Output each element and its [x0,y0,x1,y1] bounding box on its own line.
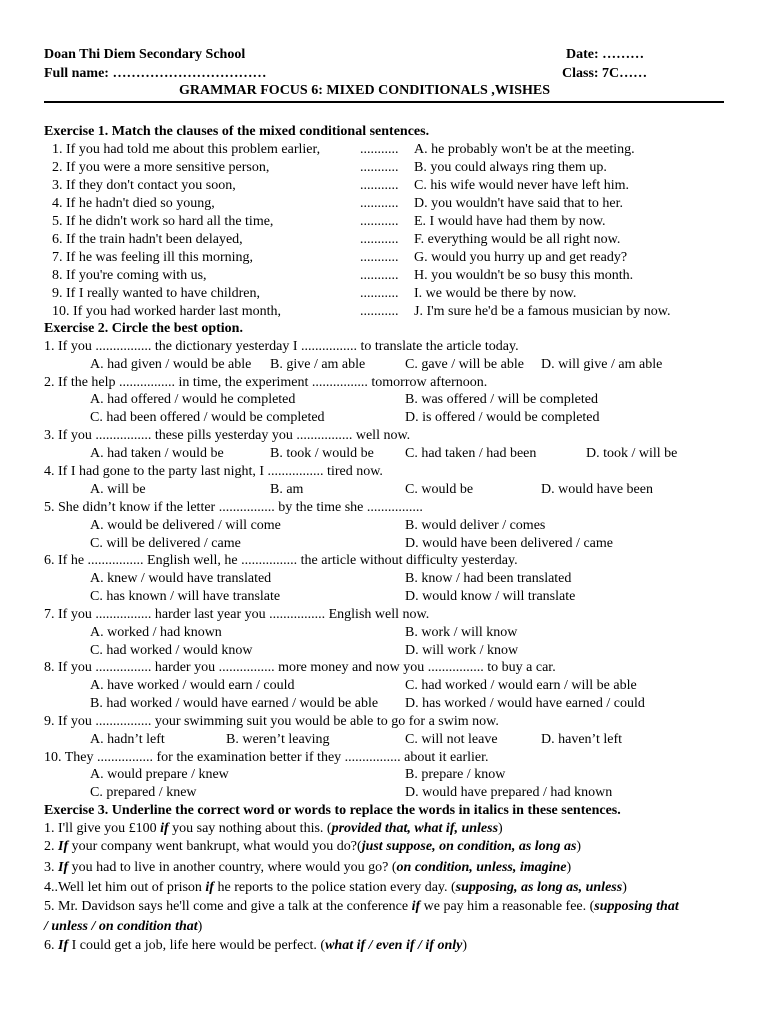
ex2-option: C. will not leave [405,732,498,747]
sentence-text: I could get a job, life here would be perfect. ( [68,938,326,953]
ex1-right-clause: A. he probably won't be at the meeting. [414,142,635,157]
ex2-option: D. would have been delivered / came [405,536,613,551]
ex1-left-clause: 2. If you were a more sensitive person, [52,160,270,175]
ex2-option: B. would deliver / comes [405,518,546,533]
exercise-3-heading: Exercise 3. Underline the correct word or words to replace the words in italics in these sentences. [44,803,621,818]
italic-keyword: If [58,839,69,854]
replacement-options: what if / even if / if only [325,938,463,953]
sentence-text: you had to live in another country, where would you go? ( [68,860,397,875]
ex2-option: D. would have prepared / had known [405,785,613,800]
ex1-right-clause: J. I'm sure he'd be a famous musician by now. [414,304,671,319]
header-rule [44,101,724,103]
ex2-option: A. had taken / would be [90,446,224,461]
ex2-option: D. will give / am able [541,357,663,372]
ex2-option: A. would prepare / knew [90,767,229,782]
sentence-text: 3. [44,860,58,875]
ex3-sentence [44,937,467,955]
ex2-option: D. will work / know [405,643,519,658]
ex2-question-stem: 1. If you ................ the dictionary yesterday I ................ to translate the article today. [44,339,519,354]
ex2-option: C. would be [405,482,474,497]
replacement-options: provided that, what if, unless [331,821,499,836]
closing-paren: ) [498,821,503,836]
ex2-option: C. had been offered / would be completed [90,410,325,425]
replacement-options: just suppose, on condition, as long as [361,839,577,854]
ex2-option: B. prepare / know [405,767,506,782]
ex2-option: A. worked / had known [90,625,222,640]
ex1-left-clause: 6. If the train hadn't been delayed, [52,232,243,247]
ex2-question-stem: 3. If you ................ these pills yesterday you ................ well now. [44,428,411,443]
ex2-question-stem: 9. If you ................ your swimming suit you would be able to go for a swim now. [44,714,499,729]
date-field: Date: ……… [566,47,645,62]
ex1-answer-blank: ........... [360,214,399,229]
class-field: Class: 7C…… [562,66,648,81]
ex2-option: C. had taken / had been [405,446,537,461]
ex2-option: B. give / am able [270,357,366,372]
ex1-left-clause: 1. If you had told me about this problem earlier, [52,142,321,157]
italic-keyword: if [160,821,169,836]
ex1-left-clause: 10. If you had worked harder last month, [52,304,281,319]
ex2-question-stem: 6. If he ................ English well, he ................ the article without difficulty yesterday. [44,553,518,568]
ex1-answer-blank: ........... [360,232,399,247]
ex1-right-clause: F. everything would be all right now. [414,232,621,247]
ex3-sentence [44,820,503,838]
ex2-option: A. have worked / would earn / could [90,678,295,693]
ex1-right-clause: B. you could always ring them up. [414,160,607,175]
ex2-question-stem: 2. If the help ................ in time, the experiment ................ tomorrow afternoon. [44,375,488,390]
sentence-text: you say nothing about this. ( [168,821,332,836]
ex1-right-clause: G. would you hurry up and get ready? [414,250,628,265]
ex2-option: A. would be delivered / will come [90,518,281,533]
ex2-option: D. would know / will translate [405,589,576,604]
ex2-option: C. will be delivered / came [90,536,241,551]
worksheet-title: GRAMMAR FOCUS 6: MIXED CONDITIONALS ,WISHES [179,83,551,98]
ex1-answer-blank: ........... [360,250,399,265]
ex1-answer-blank: ........... [360,196,399,211]
ex2-question-stem: 5. She didn’t know if the letter ................ by the time she ................ [44,500,423,515]
ex2-question-stem: 10. They ................ for the examination better if they ................ about it earlier. [44,750,489,765]
ex1-left-clause: 3. If they don't contact you soon, [52,178,236,193]
ex1-left-clause: 5. If he didn't work so hard all the time, [52,214,274,229]
ex1-answer-blank: ........... [360,304,399,319]
italic-keyword: if [205,880,214,895]
ex2-option: A. had offered / would he completed [90,392,296,407]
sentence-text: your company went bankrupt, what would you do?( [68,839,362,854]
ex3-sentence-continued [44,918,202,936]
ex3-sentence [44,859,571,877]
ex2-question-stem: 7. If you ................ harder last year you ................ English well now. [44,607,430,622]
ex2-option: D. would have been [541,482,653,497]
ex2-option: D. is offered / would be completed [405,410,600,425]
ex2-option: B. took / would be [270,446,374,461]
ex1-left-clause: 8. If you're coming with us, [52,268,207,283]
ex2-option: C. has known / will have translate [90,589,281,604]
ex2-option: B. am [270,482,304,497]
ex1-answer-blank: ........... [360,178,399,193]
ex1-right-clause: E. I would have had them by now. [414,214,606,229]
ex3-sentence [44,838,581,856]
ex1-right-clause: C. his wife would never have left him. [414,178,630,193]
ex1-answer-blank: ........... [360,286,399,301]
ex1-right-clause: H. you wouldn't be so busy this month. [414,268,634,283]
sentence-text: we pay him a reasonable fee. ( [420,899,595,914]
ex2-option: B. know / had been translated [405,571,572,586]
ex3-sentence [44,879,627,897]
ex1-answer-blank: ........... [360,160,399,175]
closing-paren: ) [462,938,468,953]
italic-keyword: If [58,938,69,953]
ex1-right-clause: I. we would be there by now. [414,286,577,301]
school-name: Doan Thi Diem Secondary School [44,47,246,62]
ex1-answer-blank: ........... [360,142,399,157]
ex2-option: A. will be [90,482,146,497]
ex2-option: C. gave / will be able [405,357,524,372]
ex3-sentence [44,898,679,916]
closing-paren: ) [576,839,582,854]
replacement-options: / unless / on condition that [44,919,198,934]
ex2-option: A. knew / would have translated [90,571,272,586]
sentence-text: he reports to the police station every day. ( [213,880,456,895]
ex2-option: B. weren’t leaving [226,732,330,747]
ex2-option: B. work / will know [405,625,518,640]
ex2-option: D. has worked / would have earned / could [405,696,645,711]
ex1-left-clause: 7. If he was feeling ill this morning, [52,250,254,265]
full-name-field: Full name: …………………………… [44,66,267,81]
ex2-question-stem: 8. If you ................ harder you ................ more money and now you ................ to buy a car. [44,660,556,675]
sentence-text: 5. Mr. Davidson says he'll come and give a talk at the conference [44,899,412,914]
ex2-option: A. had given / would be able [90,357,252,372]
replacement-options: supposing, as long as, unless [455,880,623,895]
ex1-left-clause: 9. If I really wanted to have children, [52,286,260,301]
sentence-text: 2. [44,839,58,854]
replacement-options: on condition, unless, imagine [396,860,567,875]
ex1-right-clause: D. you wouldn't have said that to her. [414,196,623,211]
ex2-option: C. had worked / would know [90,643,253,658]
ex2-question-stem: 4. If I had gone to the party last night, I ................ tired now. [44,464,383,479]
sentence-text: 4..Well let him out of prison [44,880,206,895]
ex1-answer-blank: ........... [360,268,399,283]
closing-paren: ) [622,880,627,895]
ex2-option: D. took / will be [586,446,678,461]
sentence-text: 1. I'll give you £100 [44,821,161,836]
ex2-option: B. was offered / will be completed [405,392,598,407]
ex2-option: C. had worked / would earn / will be able [405,678,637,693]
ex2-option: A. hadn’t left [90,732,165,747]
ex2-option: C. prepared / knew [90,785,197,800]
closing-paren: ) [566,860,572,875]
closing-paren: ) [197,919,203,934]
ex1-left-clause: 4. If he hadn't died so young, [52,196,215,211]
sentence-text: 6. [44,938,58,953]
ex2-option: B. had worked / would have earned / would be able [90,696,379,711]
italic-keyword: if [411,899,421,914]
ex2-option: D. haven’t left [541,732,622,747]
exercise-2-heading: Exercise 2. Circle the best option. [44,321,243,336]
italic-keyword: If [58,860,69,875]
replacement-options: supposing that [594,899,679,914]
exercise-1-heading: Exercise 1. Match the clauses of the mixed conditional sentences. [44,124,430,139]
